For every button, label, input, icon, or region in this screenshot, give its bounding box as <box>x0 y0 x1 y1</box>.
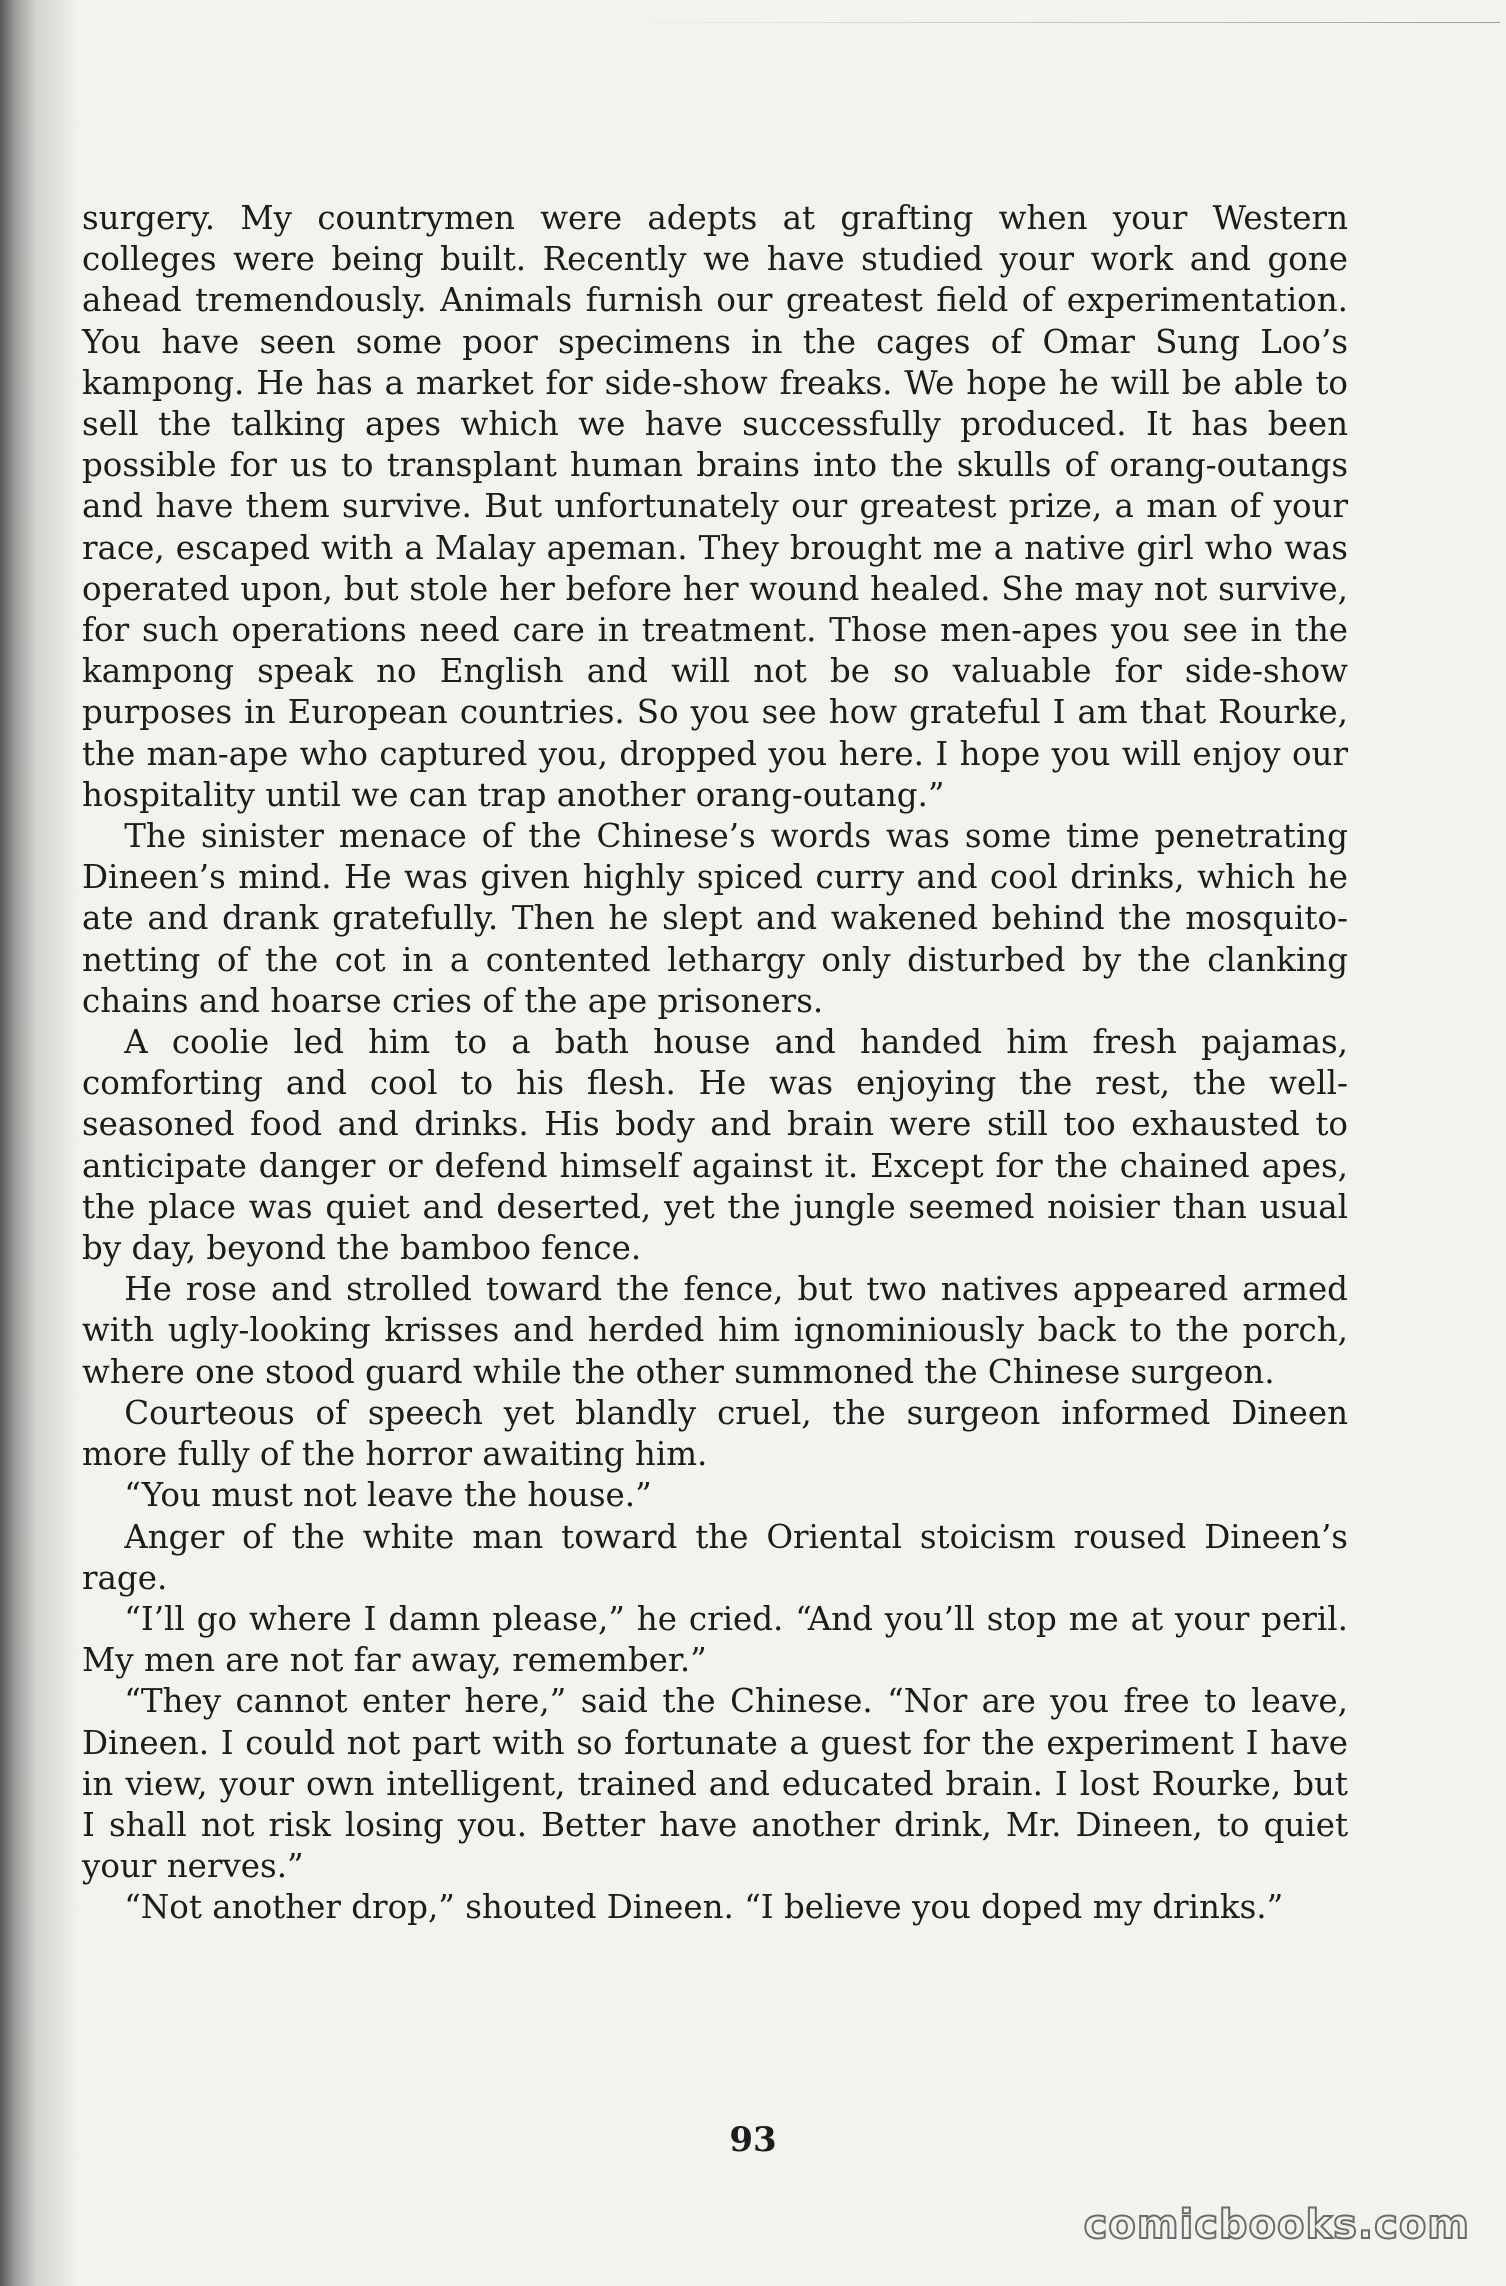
paragraph: The sinister menace of the Chinese’s words was some time penetrating Dineen’s mind. He was given highly spiced curry and cool drinks, which he ate and drank gratefully. Then he slept and wakened behind the mosquito-netting of the cot in a contented lethargy only disturbed by the clanking chains and hoarse cries of the ape prisoners. <box>82 817 1348 1020</box>
paragraph: Anger of the white man toward the Oriental stoicism roused Dineen’s rage. <box>82 1517 1348 1597</box>
body-text <box>82 198 1348 1929</box>
paragraph: “Not another drop,” shouted Dineen. “I believe you doped my drinks.” <box>124 1888 1284 1927</box>
page-number: 93 <box>729 2120 777 2160</box>
scan-binding-shadow <box>0 0 80 2286</box>
paragraph: surgery. My countrymen were adepts at grafting when your Western colleges were being built. Recently we have studied your work and gone ahead tremendously. Animals furnish our greatest field of experimentation. You have seen some poor specimens in the cages of Omar Sung Loo’s kampong. He has a market for side-show freaks. We hope he will be able to sell the talking apes which we have successfully produced. It has been possible for us to transplant human brains into the skulls of orang-outangs and have them survive. But unfortunately our greatest prize, a man of your race, escaped with a Malay apeman. They brought me a native girl who was operated upon, but stole her before her wound healed. She may not survive, for such operations need care in treatment. Those men-apes you see in the kampong speak no English and will not be so valuable for side-show purposes in European countries. So you see how grateful I am that Rourke, the man-ape who captured you, dropped you here. I hope you will enjoy our hospitality until we can trap another orang-outang.” <box>82 199 1348 814</box>
scan-top-edge-line <box>600 22 1500 23</box>
paragraph: Courteous of speech yet blandly cruel, the surgeon informed Dineen more fully of the horror awaiting him. <box>82 1393 1348 1474</box>
paragraph: “You must not leave the house.” <box>124 1476 652 1515</box>
watermark-logo: comicbooks.com <box>1083 2202 1470 2248</box>
paragraph: He rose and strolled toward the fence, but two natives appeared armed with ugly-looking krisses and herded him ignominiously back to the porch, where one stood guard while the other summoned the Chinese surgeon. <box>82 1270 1348 1391</box>
paragraph: “I’ll go where I damn please,” he cried. “And you’ll stop me at your peril. My men are not far away, remember.” <box>82 1599 1348 1680</box>
paragraph: “They cannot enter here,” said the Chinese. “Nor are you free to leave, Dineen. I could not part with so fortunate a guest for the experiment I have in view, your own intelligent, trained and educated brain. I lost Rourke, but I shall not risk losing you. Better have another drink, Mr. Dineen, to quiet your nerves.” <box>82 1682 1348 1886</box>
paragraph: A coolie led him to a bath house and handed him fresh pajamas, comforting and cool to his flesh. He was enjoying the rest, the well-seasoned food and drinks. His body and brain were still too exhausted to anticipate danger or defend himself against it. Except for the chained apes, the place was quiet and deserted, yet the jungle seemed noisier than usual by day, beyond the bamboo fence. <box>82 1023 1348 1268</box>
